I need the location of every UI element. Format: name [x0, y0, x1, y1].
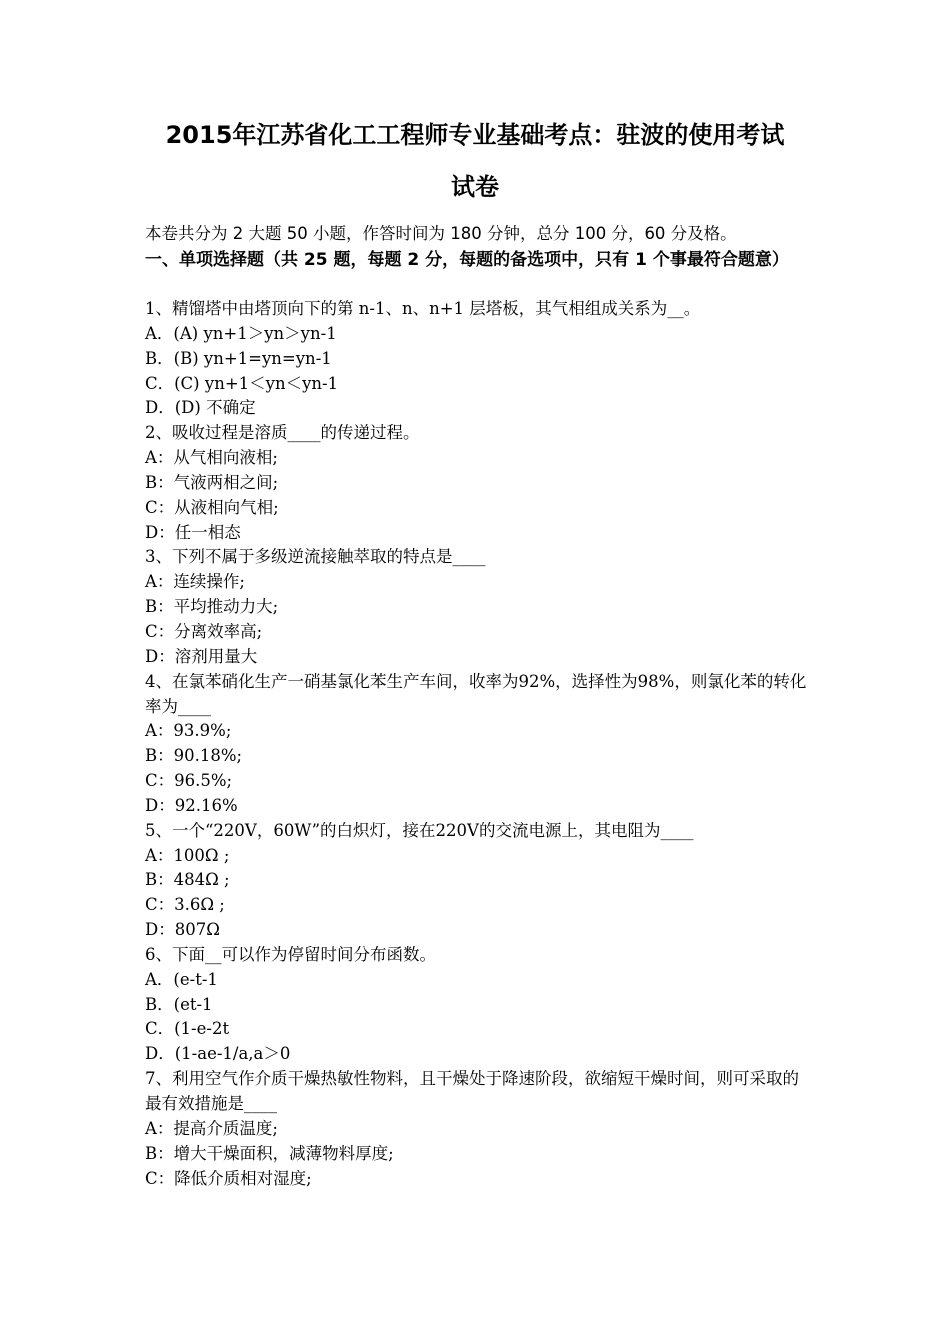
question-stem: 5、一个“220V，60W”的白炽灯，接在220V的交流电源上，其电阻为____: [145, 820, 694, 840]
question-option: B：90.18%;: [145, 746, 243, 766]
question-4: [145, 670, 813, 819]
question-option: B．(B) yn+1=yn=yn-1: [145, 348, 332, 368]
question-option: A：从气相向液相;: [145, 448, 278, 468]
question-option: D：任一相态: [145, 522, 241, 542]
question-option: D．(D) 不确定: [145, 398, 256, 418]
question-option: C：96.5%;: [145, 771, 233, 791]
question-7: [145, 1067, 813, 1191]
question-option: A：提高介质温度;: [145, 1118, 278, 1138]
question-option: C：分离效率高;: [145, 621, 263, 641]
question-option: B：484Ω ;: [145, 870, 230, 890]
question-option: C．(1-e-2t: [145, 1019, 230, 1039]
question-option: B：平均推动力大;: [145, 597, 279, 617]
question-option: C：降低介质相对湿度;: [145, 1168, 312, 1188]
question-option: D：溶剂用量大: [145, 646, 258, 666]
question-1: [145, 297, 813, 421]
question-option: B．(et-1: [145, 994, 213, 1014]
question-option: A．(e-t-1: [145, 969, 218, 989]
question-option: A．(A) yn+1＞yn＞yn-1: [145, 323, 337, 343]
question-option: B：气液两相之间;: [145, 472, 279, 492]
question-5: [145, 819, 813, 943]
question-stem: 6、下面__可以作为停留时间分布函数。: [145, 944, 436, 964]
question-option: A：100Ω ;: [145, 845, 230, 865]
exam-title-line-1: 2015年江苏省化工工程师专业基础考点：驻波的使用考试: [165, 121, 785, 149]
question-stem: 7、利用空气作介质干燥热敏性物料，且干燥处于降速阶段，欲缩短干燥时间，则可采取的最有效措施是____: [145, 1069, 799, 1113]
question-option: C：3.6Ω ;: [145, 895, 225, 915]
question-option: C．(C) yn+1＜yn＜yn-1: [145, 373, 339, 393]
exam-intro: 本卷共分为 2 大题 50 小题，作答时间为 180 分钟，总分 100 分，60 分及格。: [145, 224, 737, 243]
question-list: [145, 297, 813, 1191]
question-6: [145, 943, 813, 1067]
question-option: D：807Ω: [145, 920, 220, 940]
question-stem: 1、精馏塔中由塔顶向下的第 n-1、n、n+1 层塔板，其气相组成关系为__。: [145, 299, 701, 318]
question-3: [145, 545, 813, 669]
question-option: A：连续操作;: [145, 572, 245, 592]
question-option: D．(1-ae-1/a,a＞0: [145, 1044, 291, 1064]
question-option: A：93.9%;: [145, 721, 232, 741]
question-option: D：92.16%: [145, 795, 238, 815]
question-stem: 4、在氯苯硝化生产一硝基氯化苯生产车间，收率为92%，选择性为98%，则氯化苯的转化率为____: [145, 671, 807, 716]
question-option: C：从液相向气相;: [145, 497, 279, 517]
exam-title-line-2: 试卷: [451, 173, 499, 201]
section-heading: 一、单项选择题（共 25 题，每题 2 分，每题的备选项中，只有 1 个事最符合题意）: [145, 250, 789, 270]
question-2: [145, 421, 813, 545]
question-option: B：增大干燥面积，减薄物料厚度;: [145, 1143, 394, 1163]
question-stem: 3、下列不属于多级逆流接触萃取的特点是____: [145, 547, 486, 567]
question-stem: 2、吸收过程是溶质____的传递过程。: [145, 423, 420, 443]
